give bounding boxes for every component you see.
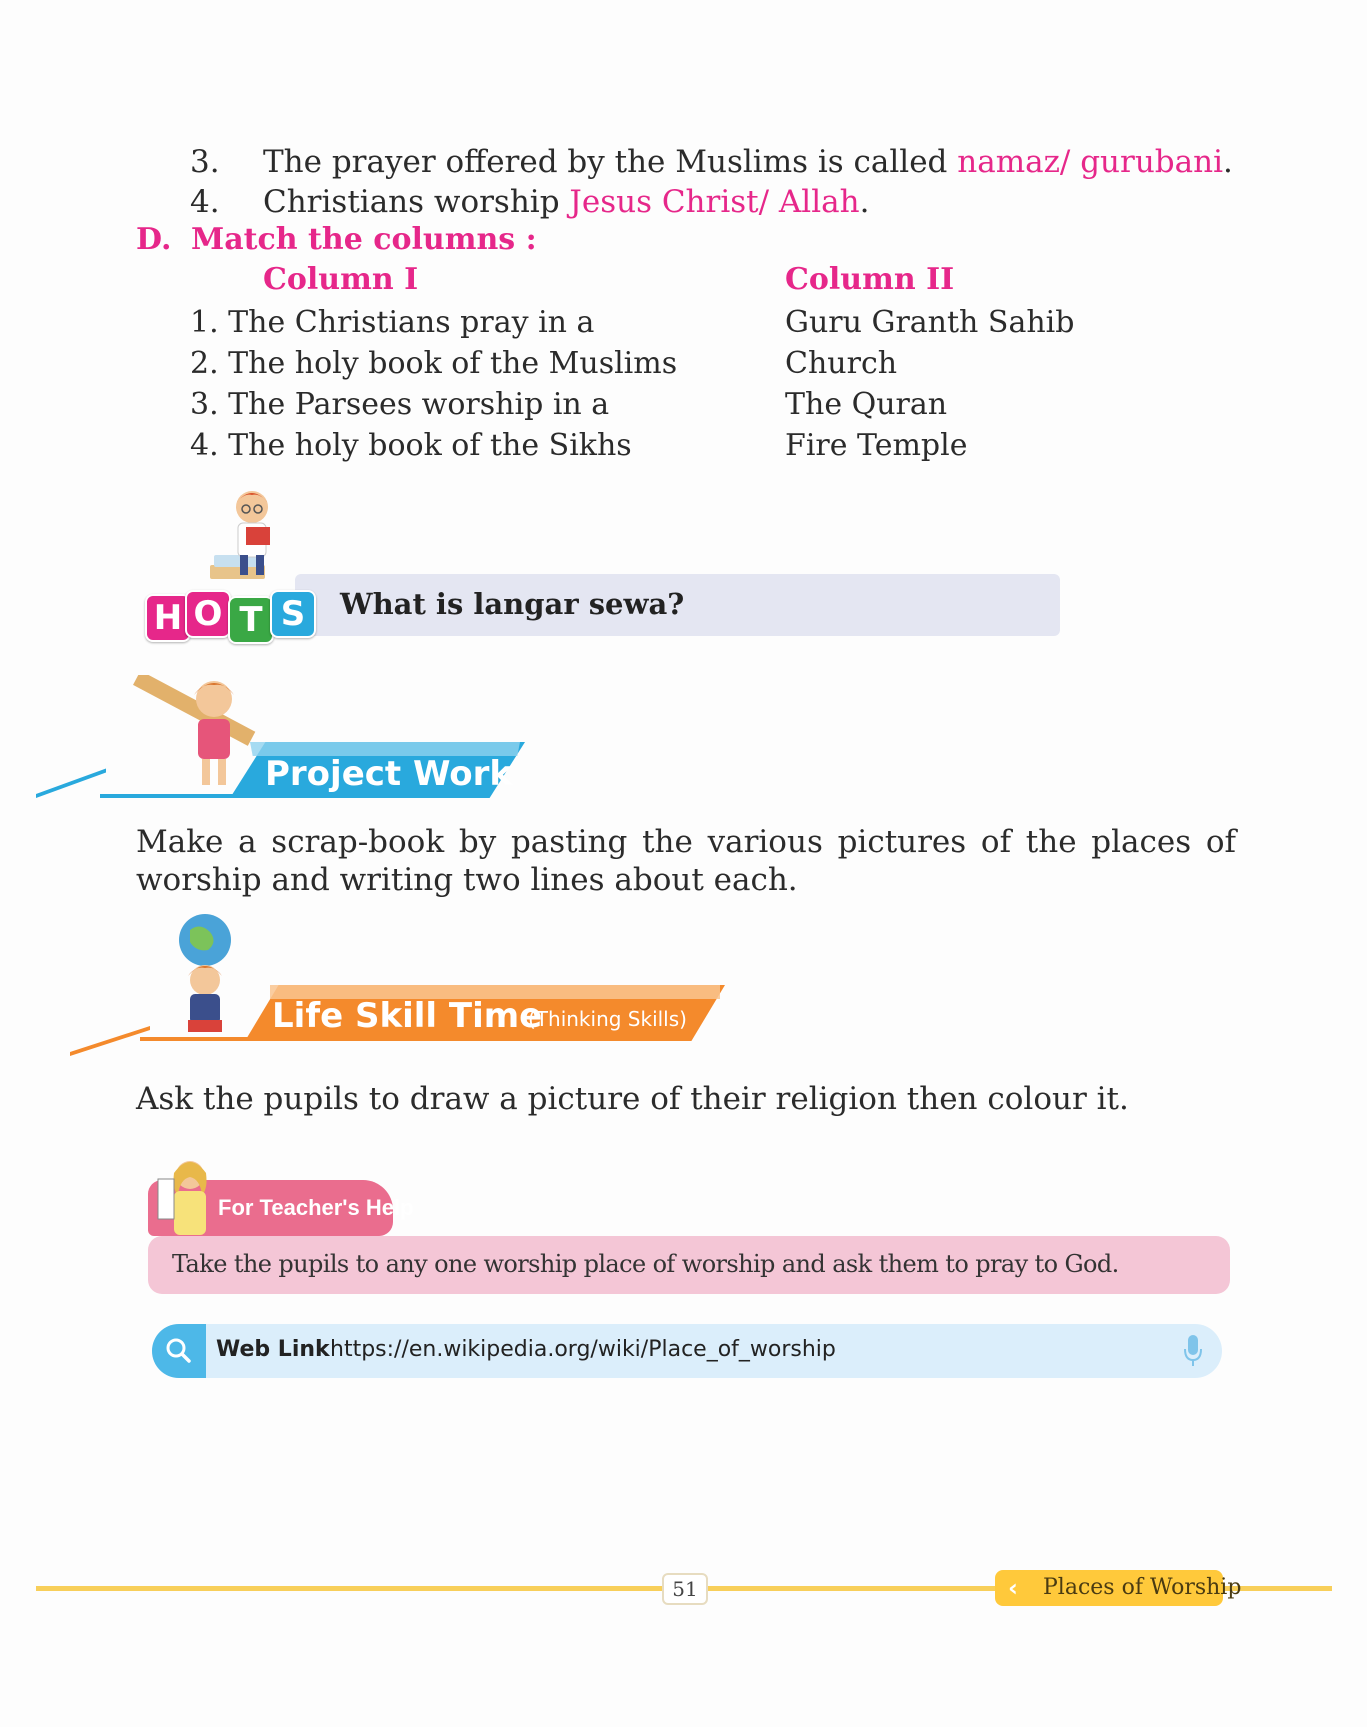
question-4 [0,182,1367,222]
match-row [0,343,1367,384]
match-row [0,384,1367,425]
column-2-item: The Quran [785,387,948,422]
search-icon [152,1324,206,1378]
hots-question: What is langar sewa? [340,587,685,621]
match-row [0,302,1367,343]
teachers-help-text: Take the pupils to any one worship place of worship and ask them to pray to God. [172,1250,1119,1278]
question-text: Christians worship Jesus Christ/ Allah. [263,184,870,220]
chapter-title: Places of Worship [1043,1575,1242,1600]
column-1-item: 2. The holy book of the Muslims [190,346,678,381]
column-2-item: Church [785,346,898,381]
column-2-heading: Column II [785,262,955,297]
web-link-url[interactable]: https://en.wikipedia.org/wiki/Place_of_worship [330,1337,836,1362]
match-row [0,425,1367,466]
answer-options: Jesus Christ/ Allah [569,184,860,220]
teachers-help-label: For Teacher's Help [218,1195,414,1220]
project-work-rule [36,769,106,798]
column-2-item: Fire Temple [785,428,968,463]
column-2-item: Guru Granth Sahib [785,305,1075,340]
web-link-icon-box [152,1324,206,1378]
microphone-icon[interactable] [1182,1333,1204,1369]
chevron-left-icon: ‹ [1008,1574,1018,1602]
life-skill-text: Ask the pupils to draw a picture of their religion then colour it. [136,1081,1129,1117]
child-with-globe-illustration [160,912,250,1042]
boy-reading-illustration [200,485,300,595]
column-1-item: 4. The holy book of the Sikhs [190,428,632,463]
column-1-heading: Column I [263,262,419,297]
life-skill-subtitle: (Thinking Skills) [528,1007,687,1031]
hots-letter-h: H [145,594,191,642]
project-work-text: Make a scrap-book by pasting the various pictures of the places of worship and writing two lines about each. [136,824,1236,898]
section-d-heading [136,222,537,257]
question-number: 3. [190,144,220,180]
web-link-label: Web Link [216,1337,330,1362]
page-number: 51 [662,1573,708,1605]
question-text: The prayer offered by the Muslims is called namaz/ gurubani. [263,144,1233,180]
project-work-title: Project Work [265,754,513,794]
question-3 [0,142,1367,182]
hots-letter-s: S [270,590,316,638]
life-skill-title: Life Skill Time [272,996,543,1036]
column-1-item: 3. The Parsees worship in a [190,387,610,422]
hots-letter-o: O [185,590,231,638]
girl-with-ruler-illustration [128,675,258,800]
column-1-item: 1. The Christians pray in a [190,305,595,340]
answer-options: namaz/ gurubani [957,144,1224,180]
question-number: 4. [190,184,220,220]
section-title: Match the columns : [191,222,537,257]
section-letter: D. [136,222,172,257]
life-skill-rule [70,1026,150,1056]
teacher-illustration [152,1155,216,1239]
hots-letter-t: T [228,596,274,644]
